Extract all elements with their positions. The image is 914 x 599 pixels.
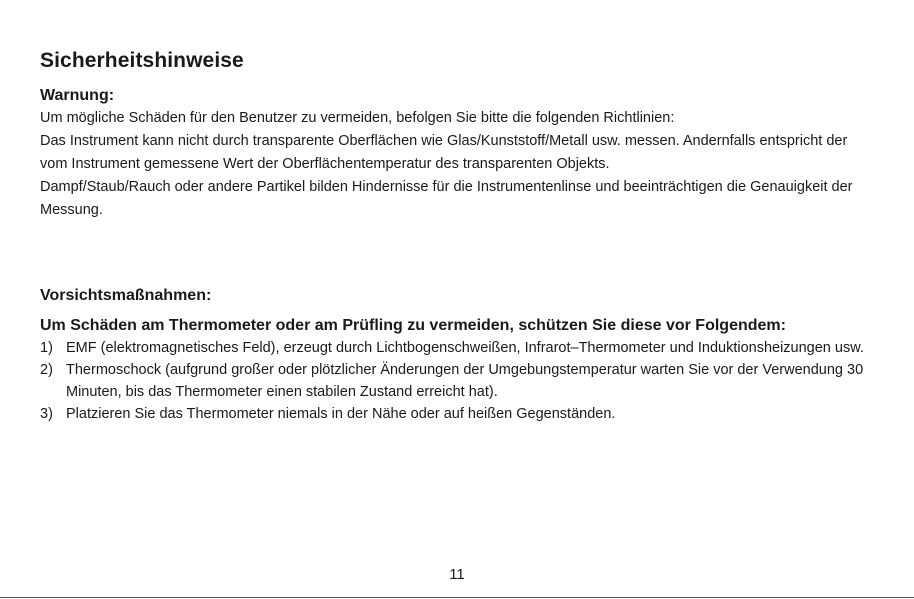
warning-heading: Warnung: [40, 87, 115, 104]
list-item-text: Thermoschock (aufgrund großer oder plötzlicher Änderungen der Umgebungstemperatur warten Sie vor der Verwendung 30 Minuten, bis das Thermometer einen stabilen Zustand erreicht hat). [66, 362, 864, 400]
page-title: Sicherheitshinweise [40, 49, 244, 72]
list-item-text: EMF (elektromagnetisches Feld), erzeugt durch Lichtbogenschweißen, Infrarot–Thermometer und Induktionsheizungen usw. [66, 340, 864, 356]
warning-line: Das Instrument kann nicht durch transparente Oberflächen wie Glas/Kunststoff/Metall usw. messen. Andernfalls entspricht der vom Instrument gemessene Wert der Oberflächentemperatur des transparenten Objekts. [40, 133, 848, 172]
list-item-number: 3) [40, 406, 53, 422]
warning-body [40, 107, 870, 222]
precautions-list [40, 337, 870, 425]
list-item [40, 403, 870, 425]
list-item-number: 2) [40, 362, 53, 378]
page-number: 11 [449, 566, 465, 583]
precautions-heading: Vorsichtsmaßnahmen: [40, 287, 212, 304]
warning-line: Um mögliche Schäden für den Benutzer zu vermeiden, befolgen Sie bitte die folgenden Richtlinien: [40, 110, 675, 126]
warning-line: Dampf/Staub/Rauch oder andere Partikel bilden Hindernisse für die Instrumentenlinse und beeinträchtigen die Genauigkeit der Messung. [40, 179, 853, 218]
list-item-number: 1) [40, 340, 53, 356]
list-item [40, 337, 870, 359]
bottom-divider [0, 597, 914, 598]
precautions-subheading: Um Schäden am Thermometer oder am Prüfling zu vermeiden, schützen Sie diese vor Folgendem: [40, 317, 786, 334]
list-item [40, 359, 870, 403]
list-item-text: Platzieren Sie das Thermometer niemals in der Nähe oder auf heißen Gegenständen. [66, 406, 616, 422]
